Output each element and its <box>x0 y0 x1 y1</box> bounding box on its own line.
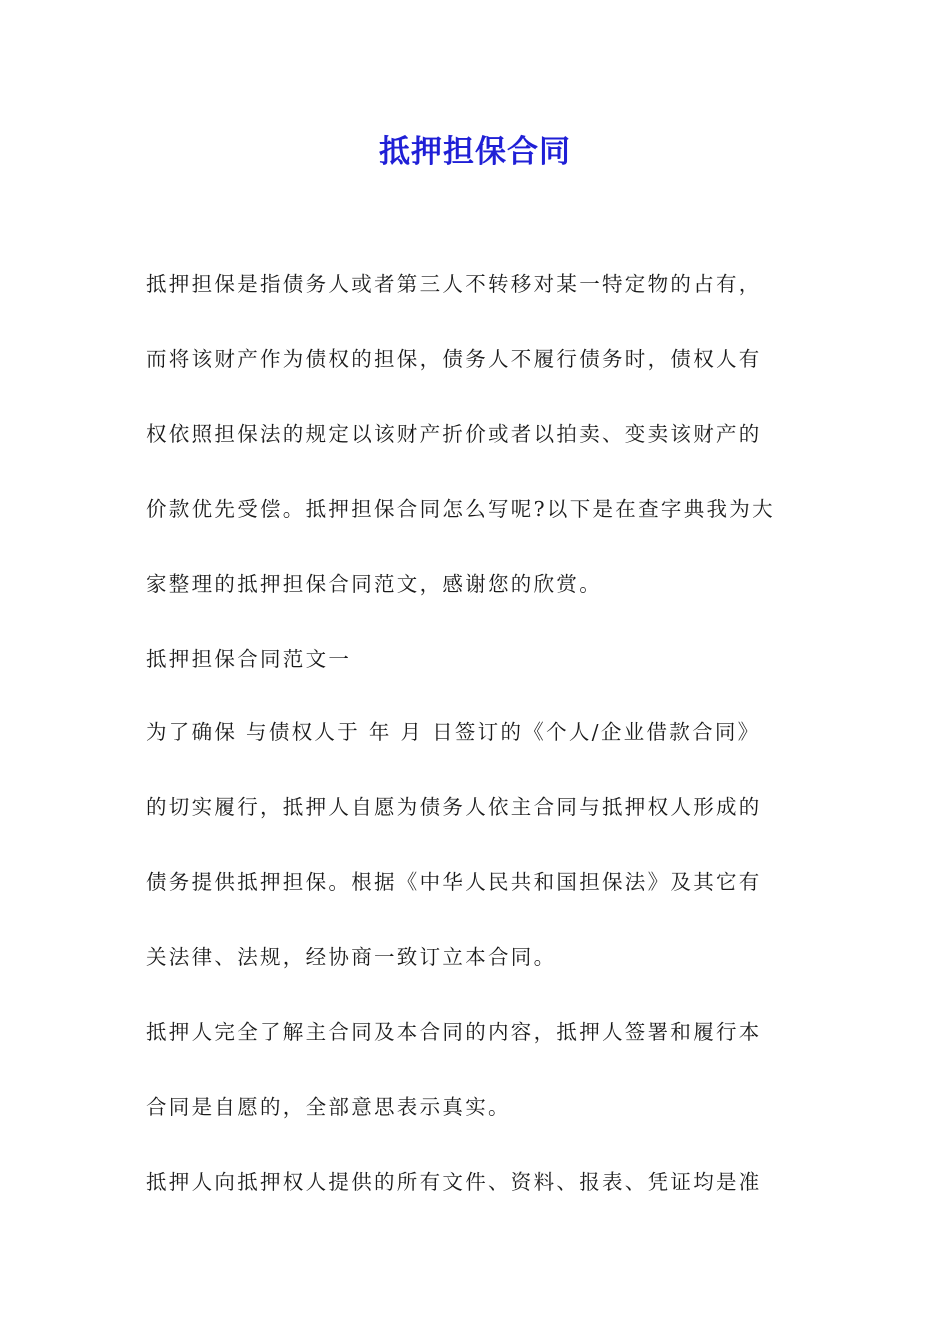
paragraph-line: 家整理的抵押担保合同范文，感谢您的欣赏。 <box>146 572 602 596</box>
paragraph-line: 抵押人完全了解主合同及本合同的内容，抵押人签署和履行本 <box>146 1020 762 1044</box>
paragraph-line: 关法律、法规，经协商一致订立本合同。 <box>146 945 557 969</box>
paragraph-line: 合同是自愿的，全部意思表示真实。 <box>146 1095 511 1119</box>
section-heading: 抵押担保合同范文一 <box>146 647 352 671</box>
paragraph-line: 而将该财产作为债权的担保，债务人不履行债务时，债权人有 <box>146 347 762 371</box>
paragraph-line: 债务提供抵押担保。根据《中华人民共和国担保法》及其它有 <box>146 870 762 894</box>
paragraph-line: 抵押人向抵押权人提供的所有文件、资料、报表、凭证均是准 <box>146 1170 762 1194</box>
paragraph-line: 为了确保 与债权人于 年 月 日签订的《个人/企业借款合同》 <box>146 720 761 744</box>
paragraph-line: 抵押担保是指债务人或者第三人不转移对某一特定物的占有， <box>146 272 762 296</box>
paragraph-line: 价款优先受偿。抵押担保合同怎么写呢?以下是在查字典我为大 <box>146 497 775 521</box>
paragraph-line: 的切实履行，抵押人自愿为债务人依主合同与抵押权人形成的 <box>146 795 762 819</box>
paragraph-line: 权依照担保法的规定以该财产折价或者以拍卖、变卖该财产的 <box>146 422 762 446</box>
document-title: 抵押担保合同 <box>379 134 571 170</box>
